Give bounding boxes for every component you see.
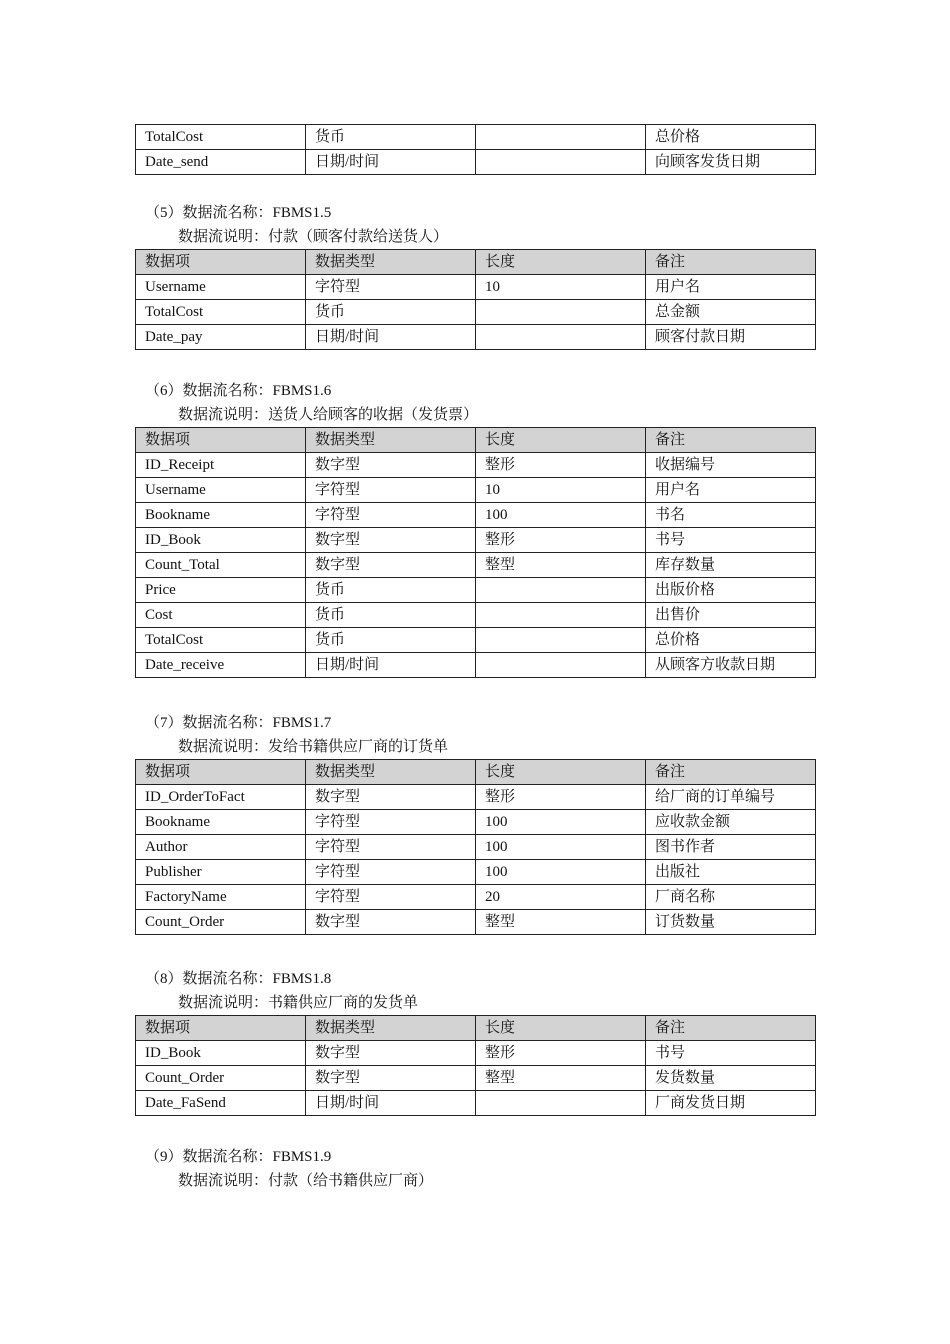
column-header: 备注 [646,1016,816,1041]
table-cell: 书号 [646,1041,816,1066]
table-cell: ID_Receipt [136,453,306,478]
table-row [136,125,816,150]
table-cell [476,300,646,325]
table-cell: Cost [136,603,306,628]
table-cell: 厂商发货日期 [646,1091,816,1116]
table-cell: 字符型 [306,860,476,885]
table-cell: 整形 [476,785,646,810]
table-cell [476,653,646,678]
table-header-row [136,428,816,453]
section-heading: （5）数据流名称：FBMS1.5 [145,205,332,221]
table-row [136,810,816,835]
table-row [136,553,816,578]
table-cell: 日期/时间 [306,1091,476,1116]
table-cell [476,150,646,175]
data-flow-table [135,124,816,175]
table-cell: 字符型 [306,275,476,300]
table-row [136,300,816,325]
table-cell: 10 [476,275,646,300]
table-cell: 字符型 [306,503,476,528]
table-cell [476,603,646,628]
table-cell: TotalCost [136,125,306,150]
table-row [136,785,816,810]
section-heading: （9）数据流名称：FBMS1.9 [145,1149,332,1165]
column-header: 长度 [476,250,646,275]
column-header: 长度 [476,428,646,453]
table-row [136,910,816,935]
table-cell: 收据编号 [646,453,816,478]
table-cell: 顾客付款日期 [646,325,816,350]
table-row [136,603,816,628]
table-row [136,503,816,528]
table-cell: 字符型 [306,885,476,910]
data-flow-table [135,249,816,350]
table-cell: 书号 [646,528,816,553]
section-heading: （7）数据流名称：FBMS1.7 [145,715,332,731]
table-cell: Bookname [136,503,306,528]
table-cell: 数字型 [306,553,476,578]
data-flow-table [135,427,816,678]
table-cell: 货币 [306,628,476,653]
column-header: 数据类型 [306,250,476,275]
data-flow-table [135,759,816,935]
column-header: 数据项 [136,1016,306,1041]
table-cell: 货币 [306,125,476,150]
section-7 [135,711,816,935]
table-cell: 日期/时间 [306,325,476,350]
table-cell: 给厂商的订单编号 [646,785,816,810]
table-cell: 数字型 [306,910,476,935]
table-cell: 100 [476,860,646,885]
table-row [136,325,816,350]
table-cell: 100 [476,810,646,835]
table-cell: 数字型 [306,453,476,478]
table-header-row [136,1016,816,1041]
table-cell: TotalCost [136,300,306,325]
table-cell: Username [136,478,306,503]
table-cell: ID_Book [136,528,306,553]
table-cell [476,628,646,653]
table-cell: 用户名 [646,275,816,300]
table-cell: 从顾客方收款日期 [646,653,816,678]
table-row [136,150,816,175]
column-header: 长度 [476,1016,646,1041]
table-cell: 10 [476,478,646,503]
table-cell: Date_send [136,150,306,175]
table-cell: 出版价格 [646,578,816,603]
column-header: 数据类型 [306,1016,476,1041]
table-cell: 数字型 [306,1066,476,1091]
table-row [136,1041,816,1066]
table-cell: 整型 [476,910,646,935]
table-cell: 整型 [476,553,646,578]
table-cell: Date_receive [136,653,306,678]
table-cell: Date_FaSend [136,1091,306,1116]
table-row [136,885,816,910]
section-heading: （6）数据流名称：FBMS1.6 [145,383,332,399]
table-cell: ID_OrderToFact [136,785,306,810]
table-cell: 向顾客发货日期 [646,150,816,175]
column-header: 数据类型 [306,428,476,453]
table-cell: 库存数量 [646,553,816,578]
table-cell: 货币 [306,578,476,603]
table-cell: Author [136,835,306,860]
table-cell: 出售价 [646,603,816,628]
table-cell: Bookname [136,810,306,835]
table-cell: 订货数量 [646,910,816,935]
table-row [136,1091,816,1116]
table-row [136,275,816,300]
section-4-continued [135,124,816,175]
table-cell: 总金额 [646,300,816,325]
table-cell [476,125,646,150]
table-cell [476,1091,646,1116]
table-cell: 数字型 [306,528,476,553]
table-cell: 整形 [476,453,646,478]
table-cell: 货币 [306,603,476,628]
table-cell: 厂商名称 [646,885,816,910]
table-cell: 图书作者 [646,835,816,860]
table-row [136,835,816,860]
section-description: 数据流说明：付款（给书籍供应厂商） [178,1173,434,1189]
table-header-row [136,760,816,785]
table-cell: 整型 [476,1066,646,1091]
table-cell: 发货数量 [646,1066,816,1091]
table-cell: 用户名 [646,478,816,503]
table-cell: 出版社 [646,860,816,885]
table-cell: 100 [476,503,646,528]
table-row [136,1066,816,1091]
table-row [136,653,816,678]
table-cell: 货币 [306,300,476,325]
table-row [136,860,816,885]
table-cell: Publisher [136,860,306,885]
table-row [136,628,816,653]
table-cell: 100 [476,835,646,860]
table-cell: 日期/时间 [306,150,476,175]
column-header: 备注 [646,760,816,785]
section-description: 数据流说明：书籍供应厂商的发货单 [178,995,419,1011]
table-cell [476,325,646,350]
table-cell: Username [136,275,306,300]
table-cell [476,578,646,603]
table-cell: FactoryName [136,885,306,910]
table-cell: Count_Order [136,1066,306,1091]
table-cell: Price [136,578,306,603]
table-cell: 字符型 [306,810,476,835]
table-row [136,528,816,553]
column-header: 数据项 [136,760,306,785]
table-cell: 应收款金额 [646,810,816,835]
table-cell: TotalCost [136,628,306,653]
column-header: 长度 [476,760,646,785]
table-cell: Count_Order [136,910,306,935]
table-cell: 日期/时间 [306,653,476,678]
table-cell: ID_Book [136,1041,306,1066]
table-row [136,478,816,503]
data-flow-table [135,1015,816,1116]
column-header: 数据项 [136,250,306,275]
column-header: 备注 [646,250,816,275]
table-header-row [136,250,816,275]
table-cell: 总价格 [646,125,816,150]
table-cell: Count_Total [136,553,306,578]
section-6 [135,379,816,678]
table-cell: 字符型 [306,835,476,860]
column-header: 数据类型 [306,760,476,785]
section-description: 数据流说明：送货人给顾客的收据（发货票） [178,407,479,423]
table-cell: 数字型 [306,1041,476,1066]
column-header: 备注 [646,428,816,453]
table-cell: 整形 [476,1041,646,1066]
section-description: 数据流说明：发给书籍供应厂商的订货单 [178,739,449,755]
table-cell: 数字型 [306,785,476,810]
table-cell: 整形 [476,528,646,553]
table-row [136,453,816,478]
section-5 [135,201,816,350]
table-cell: 书名 [646,503,816,528]
section-9 [135,1145,816,1193]
table-cell: 总价格 [646,628,816,653]
table-cell: Date_pay [136,325,306,350]
section-description: 数据流说明：付款（顾客付款给送货人） [178,229,449,245]
column-header: 数据项 [136,428,306,453]
table-cell: 字符型 [306,478,476,503]
section-heading: （8）数据流名称：FBMS1.8 [145,971,332,987]
table-row [136,578,816,603]
table-cell: 20 [476,885,646,910]
section-8 [135,967,816,1116]
